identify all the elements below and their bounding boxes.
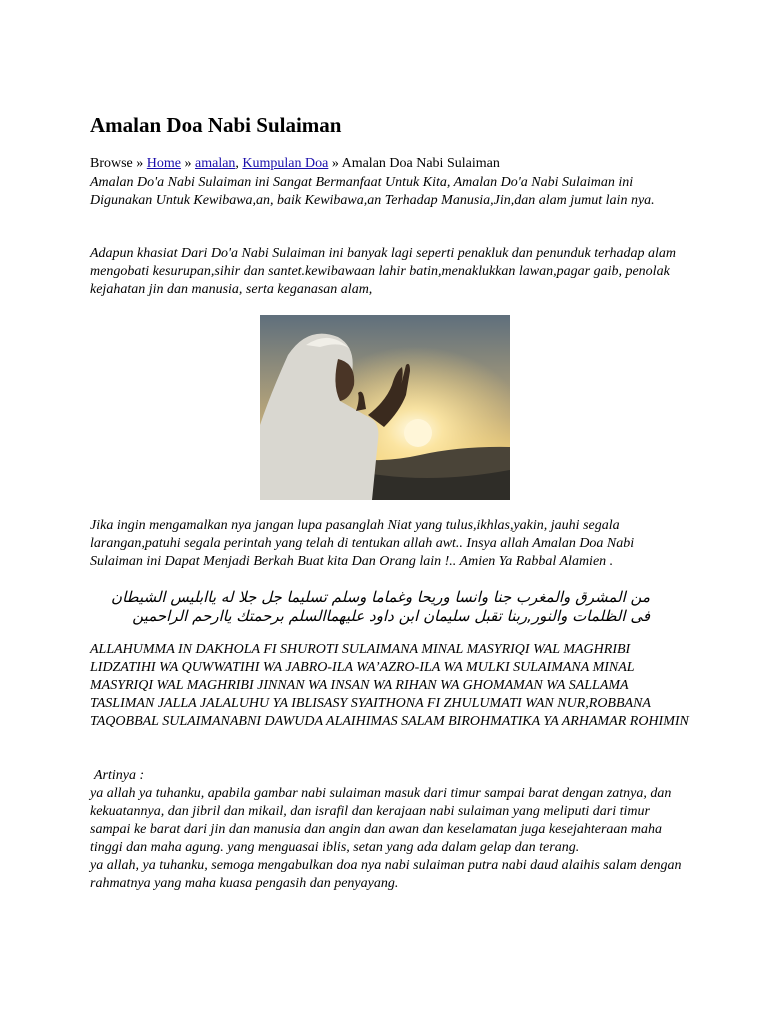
khasiat-text: Adapun khasiat Dari Do'a Nabi Sulaiman ini banyak lagi seperti penakluk dan penunduk terhadap alam mengobati kesurupan,sihir dan santet.kewibawaan lahir batin,menaklukkan lawan,pagar gaib, penolak kejahatan jin dan manusia, serta keganasan alam, <box>90 246 677 297</box>
page-title: Amalan Doa Nabi Sulaiman <box>90 113 342 137</box>
instruction-paragraph <box>90 517 690 571</box>
breadcrumb-separator: » <box>184 156 192 171</box>
translation-paragraph-2: ya allah, ya tuhanku, semoga mengabulkan doa nya nabi sulaiman putra nabi daud alaihis salam dengan rahmatnya yang maha kuasa pengasih dan penyayang. <box>90 858 682 891</box>
translation-paragraph-1: ya allah ya tuhanku, apabila gambar nabi sulaiman masuk dari timur sampai barat dengan zatnya, dan kekuatannya, dan jibril dan mikail, dan israfil dan kerajaan nabi sulaiman yang meliputi dari timur sampai ke barat dari jin dan manusia dan angin dan awan dan keselamatan juga kesejahteraan maha tinggi dan maha agung. yang menguasai iblis, setan yang ada dalam gelap dan terang. <box>90 786 672 855</box>
translation-section <box>90 767 690 893</box>
breadcrumb-amalan-link[interactable]: amalan <box>195 156 236 171</box>
intro-paragraph <box>90 174 690 210</box>
translation-label: Artinya : <box>94 768 145 783</box>
breadcrumb-prefix: Browse » <box>90 156 144 171</box>
breadcrumb-comma: , <box>235 156 239 171</box>
breadcrumb-kumpulan-link[interactable]: Kumpulan Doa <box>242 156 329 171</box>
breadcrumb-home-link[interactable]: Home <box>146 156 181 171</box>
latin-transliteration: ALLAHUMMA IN DAKHOLA FI SHUROTI SULAIMANA MINAL MASYRIQI WAL MAGHRIBI LIDZATIHI WA QUWWATIHI WA JABRO-ILA WA’AZRO-ILA WA MULKI SULAIMANA MINAL MASYRIQI WAL MAGHRIBI JINNAN WA INSAN WA RIHAN WA GHOMAMAN WA SALLAMA TASLIMAN JALLA JALALUHU YA IBLISASY SYAITHONA FI ZHULUMATI WAN NUR,ROBBANA TAQOBBAL SULAIMANABNI DAWUDA ALAIHIMAS SALAM BIROHMATIKA YA ARHAMAR ROHIMIN <box>90 642 689 729</box>
instruction-text: Jika ingin mengamalkan nya jangan lupa pasanglah Niat yang tulus,ikhlas,yakin, jauhi segala larangan,patuhi segala perintah yang telah di tentukan allah awt.. Insya allah Amalan Doa Nabi Sulaiman ini Dapat Menjadi Berkah Buat kita Dan Orang lain !.. Amien Ya Rabbal Alamien . <box>90 518 635 569</box>
photo-illustration <box>260 315 510 500</box>
arabic-prayer-text: من المشرق والمغرب جنا وانسا وريحا وغماما وسلم تسليما جل جلا له ياابليس الشيطان فى الظلمات والنور,ربنا تقبل سليمان ابن داود عليهماالسلم برحمتك ياارحم الراحمين <box>111 588 650 625</box>
breadcrumb <box>90 155 500 173</box>
praying-man-sunset-photo <box>260 315 510 500</box>
khasiat-paragraph <box>90 245 690 299</box>
intro-text: Amalan Do'a Nabi Sulaiman ini Sangat Bermanfaat Untuk Kita, Amalan Do'a Nabi Sulaiman ini Digunakan Untuk Kewibawa,an, baik Kewibawa,an Terhadap Manusia,Jin,dan alam jumut lain nya. <box>90 175 655 208</box>
breadcrumb-separator: » <box>331 156 339 171</box>
breadcrumb-current: Amalan Doa Nabi Sulaiman <box>341 156 500 171</box>
